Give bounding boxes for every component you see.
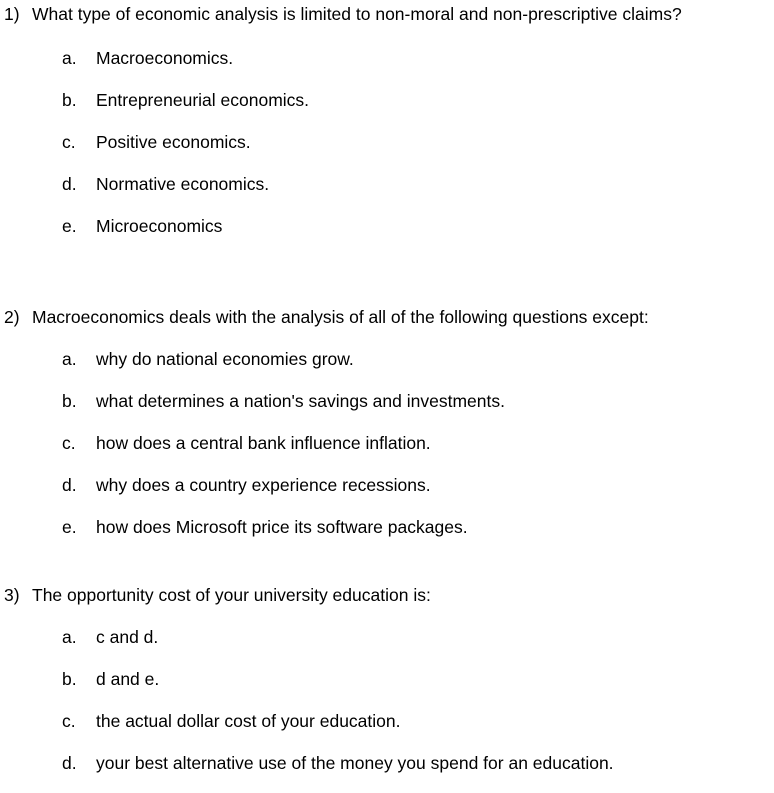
option-text: how does Microsoft price its software packages. [96,517,468,537]
option-letter: d. [62,475,77,495]
answer-option-c[interactable] [0,431,770,473]
option-letter: c. [62,711,76,731]
option-letter: a. [62,48,77,68]
answer-options [0,625,770,793]
answer-option-b[interactable] [0,389,770,431]
answer-option-e[interactable] [0,515,770,557]
option-letter: c. [62,433,76,453]
option-text: c and d. [96,627,159,647]
answer-option-d[interactable] [0,473,770,515]
option-letter: a. [62,349,77,369]
answer-option-b[interactable] [0,667,770,709]
question-text: Macroeconomics deals with the analysis of all of the following questions except: [32,307,649,327]
option-text: Macroeconomics. [96,48,234,68]
question-text: What type of economic analysis is limited to non-moral and non-prescriptive claims? [32,4,682,24]
question-number: 1) [4,4,20,24]
answer-option-a[interactable] [0,625,770,667]
option-letter: b. [62,669,77,689]
answer-option-a[interactable] [0,46,770,88]
option-letter: b. [62,391,77,411]
question-stem [0,2,770,26]
answer-option-b[interactable] [0,88,770,130]
option-text: why do national economies grow. [96,349,354,369]
question-text: The opportunity cost of your university education is: [32,585,431,605]
option-text: d and e. [96,669,160,689]
answer-option-a[interactable] [0,347,770,389]
answer-option-c[interactable] [0,709,770,751]
option-text: why does a country experience recessions. [96,475,431,495]
answer-option-e[interactable] [0,214,770,256]
option-text: the actual dollar cost of your education. [96,711,401,731]
answer-options [0,347,770,557]
option-letter: d. [62,174,77,194]
answer-option-d[interactable] [0,172,770,214]
option-text: what determines a nation's savings and investments. [96,391,505,411]
option-letter: e. [62,216,77,236]
option-letter: b. [62,90,77,110]
question-number: 3) [4,585,20,605]
question-number: 2) [4,307,20,327]
option-text: Microeconomics [96,216,223,236]
question-stem [0,583,770,607]
answer-options [0,46,770,256]
option-letter: c. [62,132,76,152]
option-letter: e. [62,517,77,537]
answer-option-d[interactable] [0,751,770,793]
option-text: Positive economics. [96,132,251,152]
option-letter: a. [62,627,77,647]
question-2 [0,305,770,557]
option-text: how does a central bank influence inflation. [96,433,431,453]
question-1 [0,2,770,256]
option-text: Entrepreneurial economics. [96,90,310,110]
option-text: Normative economics. [96,174,270,194]
answer-option-c[interactable] [0,130,770,172]
option-text: your best alternative use of the money you spend for an education. [96,753,614,773]
question-3 [0,583,770,793]
question-stem [0,305,770,329]
option-letter: d. [62,753,77,773]
